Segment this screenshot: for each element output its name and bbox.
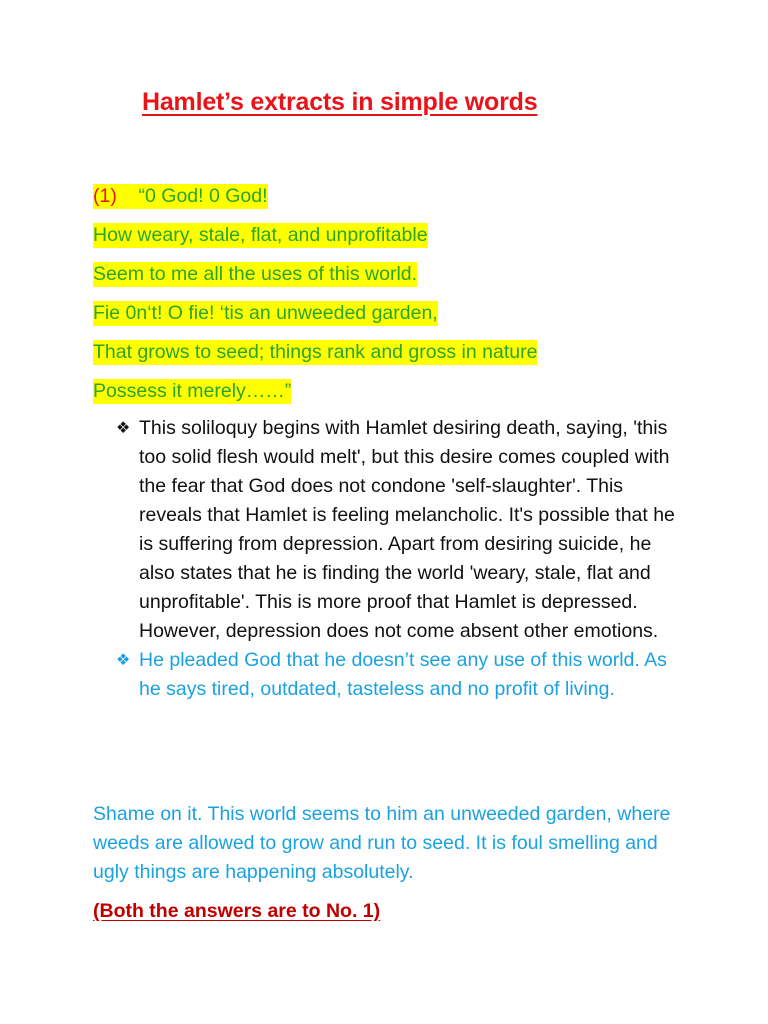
quote-line-text: Possess it merely……” <box>93 380 292 402</box>
answer-note: (Both the answers are to No. 1) <box>93 900 381 922</box>
quote-line-text: Seem to me all the uses of this world. <box>93 263 418 285</box>
quote-block <box>93 183 733 417</box>
bullet-text: This soliloquy begins with Hamlet desiring death, saying, 'this too solid flesh would melt', but this desire comes coupled with the fear that God does not condone 'self-slaughter'. This reveals that Hamlet is feeling melancholic. It's possible that he is suffering from depression. Apart from desiring suicide, he also states that he is finding the world 'weary, stale, flat and unprofitable'. This is more proof that Hamlet is depressed. However, depression does not come absent other emotions. <box>139 417 675 642</box>
quote-line <box>93 261 733 300</box>
quote-line-highlight <box>93 184 268 209</box>
quote-line-text: “0 God! 0 God! <box>138 185 268 207</box>
quote-line-text: Fie 0n‘t! O fie! ‘tis an unweeded garden, <box>93 302 438 324</box>
quote-line <box>93 378 733 417</box>
bullet-text: He pleaded God that he doesn’t see any use of this world. As he says tired, outdated, tasteless and no profit of living. <box>139 649 667 700</box>
bullet-item <box>116 414 676 646</box>
document-title: Hamlet’s extracts in simple words <box>142 88 538 116</box>
quote-number: (1) <box>93 185 117 207</box>
quote-line <box>93 300 733 339</box>
diamond-bullet-icon: ❖ <box>116 420 131 437</box>
explanation-paragraph: Shame on it. This world seems to him an unweeded garden, where weeds are allowed to grow and run to seed. It is foul smelling and ugly things are happening absolutely. <box>93 803 671 883</box>
bullet-list <box>116 414 676 704</box>
diamond-bullet-icon: ❖ <box>116 652 131 669</box>
quote-line <box>93 339 733 378</box>
quote-line <box>93 222 733 261</box>
quote-line-text: How weary, stale, flat, and unprofitable <box>93 224 428 246</box>
bullet-item <box>116 646 676 704</box>
quote-line <box>93 183 733 222</box>
quote-line-text: That grows to seed; things rank and gross in nature <box>93 341 538 363</box>
